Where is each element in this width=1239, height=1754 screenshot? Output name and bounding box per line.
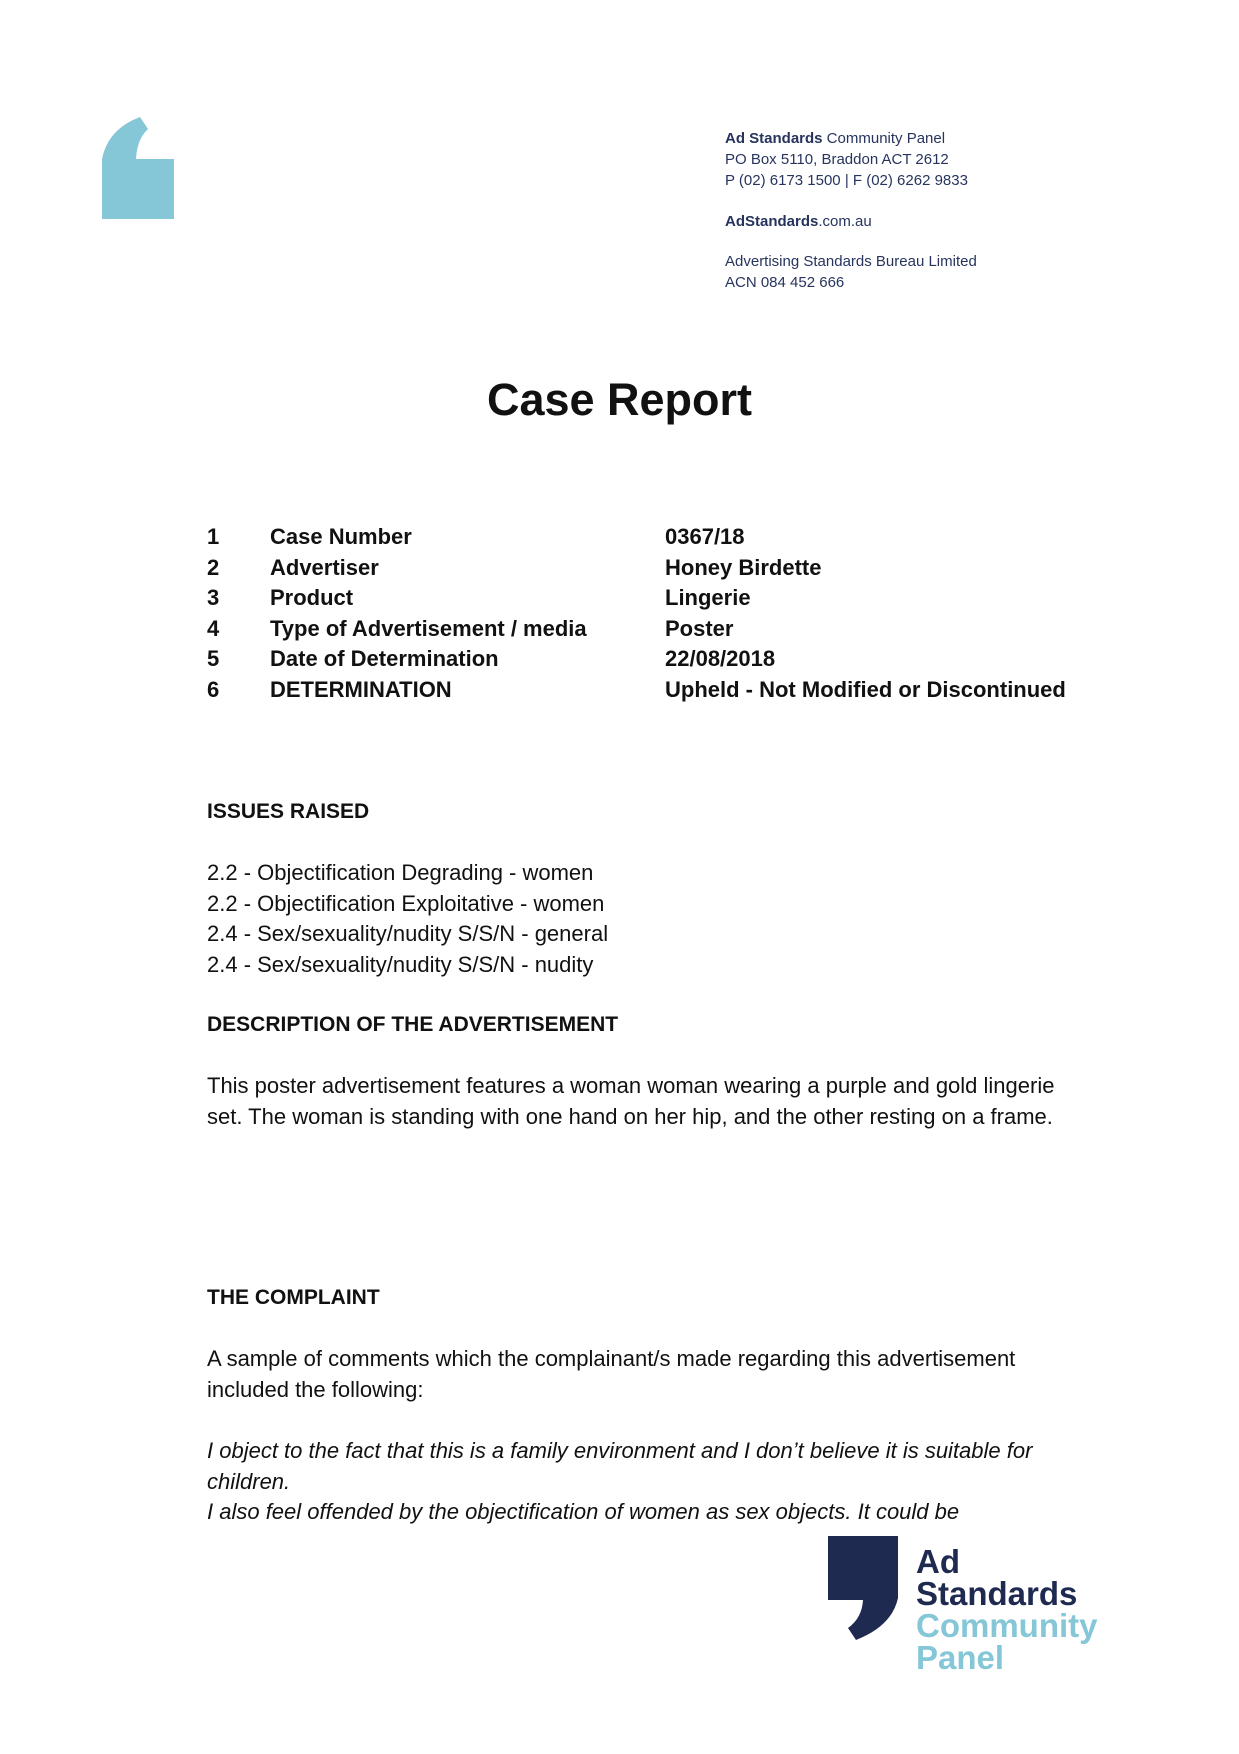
issues-heading: ISSUES RAISED <box>207 800 370 823</box>
description-heading: DESCRIPTION OF THE ADVERTISEMENT <box>207 1013 619 1036</box>
quote-line: I object to the fact that this is a family environment and I don’t believe it is suitable for <box>207 1438 1033 1463</box>
company-name: Advertising Standards Bureau Limited <box>725 253 977 270</box>
case-row: 6 DETERMINATION Upheld - Not Modified or Discontinued <box>207 676 1066 702</box>
top-quote-logo-icon <box>102 117 176 219</box>
complaint-intro: A sample of comments which the complainant/s made regarding this advertisement included the following: <box>207 1346 1016 1402</box>
acn: ACN 084 452 666 <box>725 274 845 291</box>
list-item: 2.2 - Objectification Exploitative - women <box>207 890 605 916</box>
list-item: 2.4 - Sex/sexuality/nudity S/S/N - nudity <box>207 951 594 977</box>
description-section <box>207 1010 1107 1041</box>
case-row: 4 Type of Advertisement / media Poster <box>207 615 734 641</box>
page-title: Case Report <box>486 374 753 425</box>
org-name: Ad Standards Community Panel <box>725 130 946 147</box>
description-text: This poster advertisement features a woman woman wearing a purple and gold lingerie set. The woman is standing with one hand on her hip, and the other resting on a frame. <box>207 1073 1055 1129</box>
logo-quote-icon <box>826 1536 902 1640</box>
complaint-heading: THE COMPLAINT <box>207 1286 380 1309</box>
phone-fax: P (02) 6173 1500 | F (02) 6262 9833 <box>725 172 968 189</box>
case-details-table <box>207 522 1107 706</box>
logo-wordmark: Ad Standards Community Panel <box>916 1543 1098 1676</box>
issues-section <box>207 797 1107 828</box>
quote-line: I also feel offended by the objectification of women as sex objects. It could be <box>207 1499 960 1525</box>
quote-line: children. <box>207 1468 291 1494</box>
complaint-section <box>207 1283 1107 1314</box>
case-row: 2 Advertiser Honey Birdette <box>207 554 822 580</box>
ad-standards-logo <box>826 1536 1126 1676</box>
case-row: 5 Date of Determination 22/08/2018 <box>207 646 776 672</box>
case-row: 3 Product Lingerie <box>207 585 751 611</box>
issues-list <box>207 858 1107 980</box>
po-box: PO Box 5110, Braddon ACT 2612 <box>725 151 949 168</box>
list-item: 2.2 - Objectification Degrading - women <box>207 860 594 885</box>
website: AdStandards.com.au <box>725 213 872 230</box>
address-block <box>725 128 1185 293</box>
list-item: 2.4 - Sex/sexuality/nudity S/S/N - general <box>207 921 609 947</box>
complaint-quote <box>207 1436 1107 1528</box>
case-row: 1 Case Number 0367/18 <box>207 524 745 549</box>
